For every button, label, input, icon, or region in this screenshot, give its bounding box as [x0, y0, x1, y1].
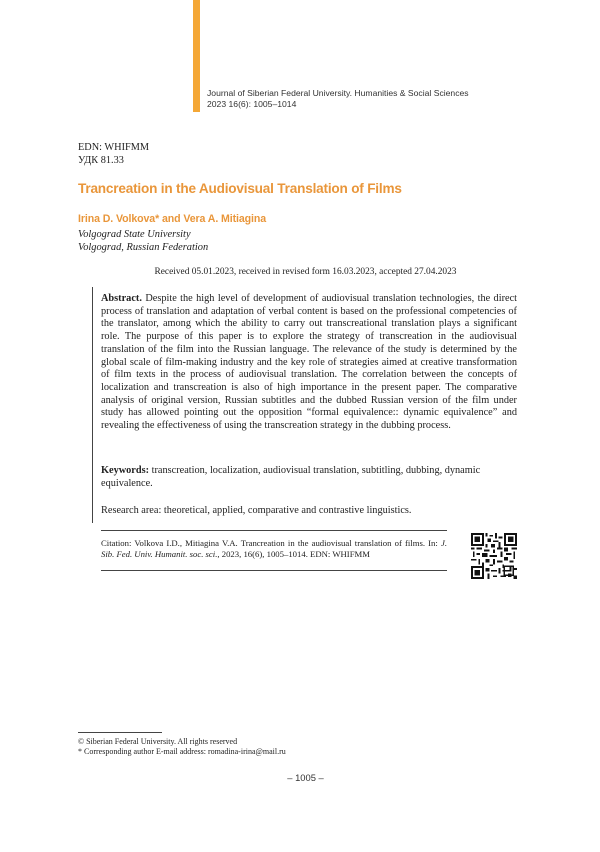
page-number: – 1005 –	[287, 772, 324, 783]
abstract-side-rule	[92, 287, 93, 523]
identifiers	[78, 141, 149, 167]
citation-top-rule	[101, 530, 447, 531]
citation-details: , 2023, 16(6), 1005–1014. EDN: WHIFMM	[217, 549, 370, 559]
edn-code: EDN: WHIFMM	[78, 142, 150, 153]
footnote-rule	[78, 732, 162, 733]
article-title: Trancreation in the Audiovisual Translation of Films	[78, 181, 402, 196]
footnotes	[78, 737, 286, 757]
copyright-note: © Siberian Federal University. All rights reserved	[78, 737, 238, 746]
header-accent-bar	[193, 0, 200, 112]
affiliation-university: Volgograd State University	[78, 229, 191, 240]
citation-journal: J. Sib. Fed. Univ. Humanit. soc. sci.	[101, 538, 447, 559]
affiliation-location: Volgograd, Russian Federation	[78, 242, 209, 253]
journal-header	[207, 88, 469, 110]
citation-text: Citation: Volkova I.D., Mitiagina V.A. Trancreation in the audiovisual translation of films. In:	[101, 538, 441, 548]
affiliation	[78, 228, 208, 254]
keywords-text: transcreation, localization, audiovisual translation, subtitling, dubbing, dynamic equivalence.	[101, 465, 481, 489]
udk-code: УДК 81.33	[78, 155, 124, 166]
keywords-label: Keywords:	[101, 465, 150, 476]
citation-bottom-rule	[101, 570, 447, 571]
abstract	[101, 293, 517, 433]
qr-code-icon[interactable]	[471, 533, 517, 579]
keywords	[101, 465, 517, 490]
received-dates: Received 05.01.2023, received in revised form 16.03.2023, accepted 27.04.2023	[154, 267, 457, 277]
article-authors: Irina D. Volkova* and Vera A. Mitiagina	[78, 213, 267, 225]
journal-name: Journal of Siberian Federal University. Humanities & Social Sciences	[207, 88, 469, 98]
citation	[101, 538, 447, 560]
corresponding-author-note: * Corresponding author E-mail address: romadina-irina@mail.ru	[78, 747, 286, 756]
abstract-text: Despite the high level of development of audiovisual translation technologies, the direct process of translation and adaptation of verbal content is based on the professional competencies of the translator, among which the ability to carry out transcreational translation plays a significant role. The purpose of this paper is to explore the strategy of transcreation in the audiovisual translation of the film into the Russian language. The relevance of the study is determined by the global scale of film-making industry and the key role of strategies aimed at creative transformation of film texts in the process of audiovisual translation. The correlation between the concepts of localization and transcreation is also of high importance in the present paper. The comparative analysis of original version, Russian subtitles and the dubbed Russian version of the film under study has allowed pointing out the opposition “formal equivalence:: dynamic equivalence” and revealing the effectiveness of using the transcreation strategy in the dubbing process.	[101, 293, 517, 432]
research-area: Research area: theoretical, applied, comparative and contrastive linguistics.	[101, 505, 412, 516]
journal-issue: 2023 16(6): 1005–1014	[207, 99, 297, 109]
abstract-label: Abstract.	[101, 293, 142, 304]
